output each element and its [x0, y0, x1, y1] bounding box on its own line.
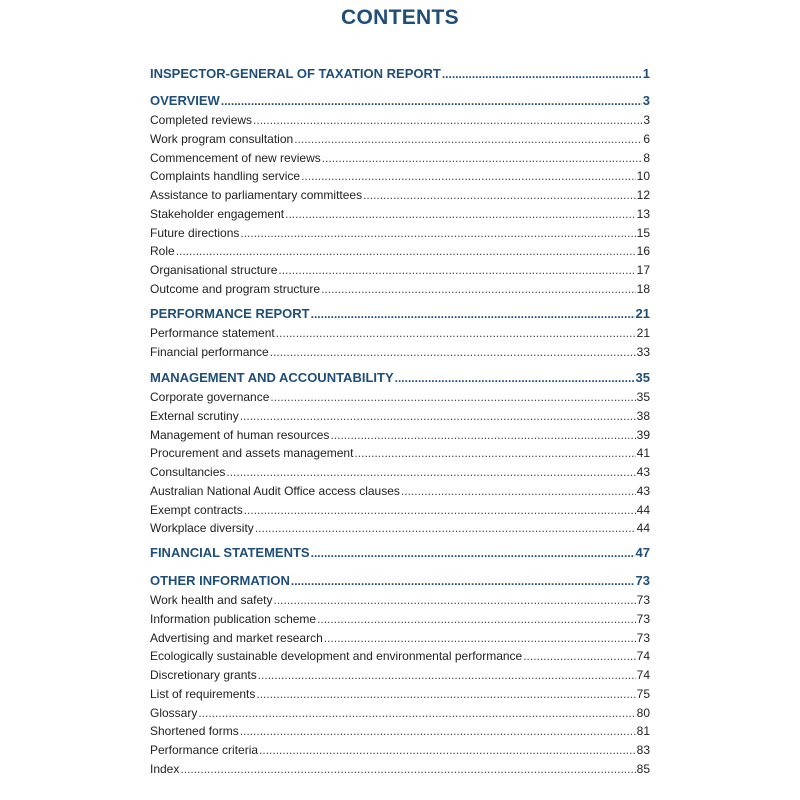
- dot-leader: [354, 446, 635, 460]
- toc-entry[interactable]: [150, 226, 650, 240]
- dot-leader: [317, 612, 636, 626]
- dot-leader: [395, 371, 635, 385]
- toc-entry-label: Index: [150, 761, 180, 776]
- toc-entry[interactable]: [150, 169, 650, 183]
- dot-leader: [324, 631, 636, 645]
- toc-section-heading[interactable]: [150, 573, 650, 588]
- toc-entry[interactable]: [150, 207, 650, 221]
- dot-leader: [198, 706, 635, 720]
- toc-entry-page-number: 74: [636, 668, 650, 682]
- toc-entry[interactable]: [150, 724, 650, 738]
- toc-entry-page-number: 17: [636, 263, 650, 277]
- dot-leader: [274, 593, 636, 607]
- toc-entry[interactable]: [150, 762, 650, 776]
- toc-entry-page-number: 44: [636, 502, 650, 517]
- dot-leader: [311, 307, 635, 321]
- toc-entry-page-number: 39: [636, 427, 650, 442]
- toc-entry[interactable]: [150, 743, 650, 757]
- toc-entry-page-number: 83: [636, 743, 650, 757]
- dot-leader: [294, 132, 642, 146]
- toc-entry-label: Outcome and program structure: [150, 281, 321, 296]
- toc-entry-page-number: 43: [636, 483, 650, 498]
- dot-leader: [240, 409, 636, 423]
- toc-entry[interactable]: [150, 612, 650, 626]
- dot-leader: [523, 649, 635, 663]
- dot-leader: [226, 465, 635, 479]
- toc-entry[interactable]: [150, 503, 650, 517]
- toc-entry[interactable]: [150, 326, 650, 340]
- toc-entry[interactable]: [150, 521, 650, 535]
- dot-leader: [291, 574, 635, 588]
- toc-entry-page-number: 73: [636, 611, 650, 626]
- toc-entry-page-number: 18: [636, 281, 650, 296]
- toc-entry-page-number: 81: [636, 724, 650, 739]
- toc-entry[interactable]: [150, 465, 650, 479]
- toc-entry-label: Commencement of new reviews: [150, 150, 321, 165]
- toc-section-heading-page-number: 21: [635, 306, 650, 321]
- dot-leader: [285, 207, 636, 221]
- toc-entry-page-number: 44: [636, 521, 650, 536]
- toc-entry[interactable]: [150, 132, 650, 146]
- toc-entry-page-number: 38: [636, 408, 650, 423]
- toc-entry[interactable]: [150, 244, 650, 258]
- toc-entry-label: Consultancies: [150, 465, 226, 479]
- toc-entry-label: Management of human resources: [150, 427, 330, 442]
- toc-entry-label: Performance criteria: [150, 743, 259, 757]
- toc-entry-label: Assistance to parliamentary committees: [150, 188, 363, 202]
- toc-entry-label: Complaints handling service: [150, 169, 301, 184]
- toc-entry-page-number: 74: [636, 649, 650, 664]
- toc-section-heading[interactable]: [150, 66, 650, 81]
- toc-section-heading-label: MANAGEMENT AND ACCOUNTABILITY: [150, 370, 394, 385]
- toc-entry-page-number: 41: [636, 446, 650, 461]
- toc-entry-page-number: 21: [636, 326, 650, 340]
- toc-entry-page-number: 12: [636, 188, 650, 202]
- toc-entry-label: Future directions: [150, 225, 240, 240]
- toc-entry[interactable]: [150, 668, 650, 682]
- toc-section-heading-page-number: 73: [635, 573, 650, 588]
- toc-entry-label: External scrutiny: [150, 408, 239, 423]
- toc-section-heading-label: FINANCIAL STATEMENTS: [150, 545, 310, 560]
- toc-entry-label: Advertising and market research: [150, 630, 323, 645]
- toc-section-heading-label: PERFORMANCE REPORT: [150, 306, 310, 321]
- dot-leader: [363, 188, 636, 202]
- toc-entry-label: Australian National Audit Office access clauses: [150, 483, 400, 498]
- toc-entry-page-number: 16: [636, 244, 650, 259]
- toc-entry-label: Completed reviews: [150, 113, 253, 127]
- toc-entry-page-number: 8: [643, 150, 650, 165]
- dot-leader: [401, 484, 636, 498]
- toc-entry-page-number: 35: [636, 390, 650, 404]
- toc-entry[interactable]: [150, 687, 650, 701]
- toc-entry-page-number: 33: [636, 344, 650, 359]
- dot-leader: [256, 687, 635, 701]
- dot-leader: [301, 169, 636, 183]
- toc-section-heading[interactable]: [150, 370, 650, 385]
- toc-entry-page-number: 6: [643, 131, 650, 146]
- toc-entry-page-number: 75: [636, 686, 650, 701]
- toc-section-heading-label: OVERVIEW: [150, 93, 220, 108]
- dot-leader: [176, 244, 636, 258]
- toc-entry[interactable]: [150, 188, 650, 202]
- dot-leader: [180, 762, 635, 776]
- toc-entry-label: Work program consultation: [150, 131, 294, 146]
- toc-section-heading-page-number: 35: [635, 370, 650, 385]
- toc-entry-label: Workplace diversity: [150, 521, 254, 536]
- dot-leader: [278, 263, 635, 277]
- dot-leader: [221, 94, 642, 108]
- toc-entry-page-number: 85: [636, 761, 650, 776]
- dot-leader: [258, 668, 636, 682]
- toc-section-heading[interactable]: [150, 545, 650, 560]
- toc-entry-label: Corporate governance: [150, 390, 270, 404]
- page-title: CONTENTS: [341, 6, 459, 29]
- dot-leader: [322, 151, 643, 165]
- toc-section-heading-label: OTHER INFORMATION: [150, 573, 290, 588]
- toc-entry-label: Stakeholder engagement: [150, 206, 285, 221]
- toc-entry[interactable]: [150, 706, 650, 720]
- toc-entry-page-number: 10: [636, 169, 650, 184]
- toc-entry[interactable]: [150, 263, 650, 277]
- toc-entry[interactable]: [150, 282, 650, 296]
- toc-entry-label: Procurement and assets management: [150, 446, 354, 461]
- toc-entry-page-number: 43: [636, 465, 650, 479]
- toc-entry[interactable]: [150, 428, 650, 442]
- dot-leader: [330, 428, 635, 442]
- toc-entry-label: Discretionary grants: [150, 668, 257, 682]
- dot-leader: [442, 67, 642, 81]
- dot-leader: [240, 226, 635, 240]
- toc-entry-label: Ecologically sustainable development and environmental performance: [150, 649, 523, 664]
- dot-leader: [270, 345, 636, 359]
- toc-section-heading-page-number: 1: [642, 66, 650, 81]
- toc-entry-label: Work health and safety: [150, 593, 273, 607]
- toc-section-heading-page-number: 47: [635, 545, 650, 560]
- toc-section-heading[interactable]: [150, 93, 650, 108]
- toc-entry[interactable]: [150, 345, 650, 359]
- toc-entry[interactable]: [150, 409, 650, 423]
- toc-entry[interactable]: [150, 390, 650, 404]
- toc-entry-page-number: 3: [643, 113, 650, 127]
- toc-entry[interactable]: [150, 113, 650, 127]
- toc-entry[interactable]: [150, 446, 650, 460]
- dot-leader: [259, 743, 636, 757]
- toc-entry-page-number: 73: [636, 630, 650, 645]
- dot-leader: [240, 724, 636, 738]
- dot-leader: [244, 503, 636, 517]
- dot-leader: [270, 390, 635, 404]
- toc-entry[interactable]: [150, 484, 650, 498]
- toc-entry[interactable]: [150, 151, 650, 165]
- toc-entry-label: Exempt contracts: [150, 502, 243, 517]
- toc-entry[interactable]: [150, 649, 650, 663]
- toc-entry-page-number: 15: [636, 225, 650, 240]
- toc-entry-page-number: 13: [636, 206, 650, 221]
- toc-entry-page-number: 80: [636, 705, 650, 720]
- toc-entry-label: Information publication scheme: [150, 611, 317, 626]
- dot-leader: [321, 282, 636, 296]
- toc-entry-label: Glossary: [150, 705, 198, 720]
- dot-leader: [253, 113, 642, 127]
- toc-entry-page-number: 73: [636, 593, 650, 607]
- toc-entry-label: Organisational structure: [150, 263, 278, 277]
- dot-leader: [255, 521, 636, 535]
- toc-entry-label: Financial performance: [150, 344, 269, 359]
- toc-entry-label: Role: [150, 244, 175, 259]
- toc-entry-label: List of requirements: [150, 686, 256, 701]
- toc-section-heading-page-number: 3: [642, 93, 650, 108]
- toc-entry-label: Shortened forms: [150, 724, 239, 739]
- toc-entry-label: Performance statement: [150, 326, 275, 340]
- toc-entry[interactable]: [150, 593, 650, 607]
- toc-entry[interactable]: [150, 631, 650, 645]
- dot-leader: [276, 326, 636, 340]
- dot-leader: [311, 546, 635, 560]
- toc-section-heading-label: INSPECTOR-GENERAL OF TAXATION REPORT: [150, 66, 441, 81]
- toc-section-heading[interactable]: [150, 306, 650, 321]
